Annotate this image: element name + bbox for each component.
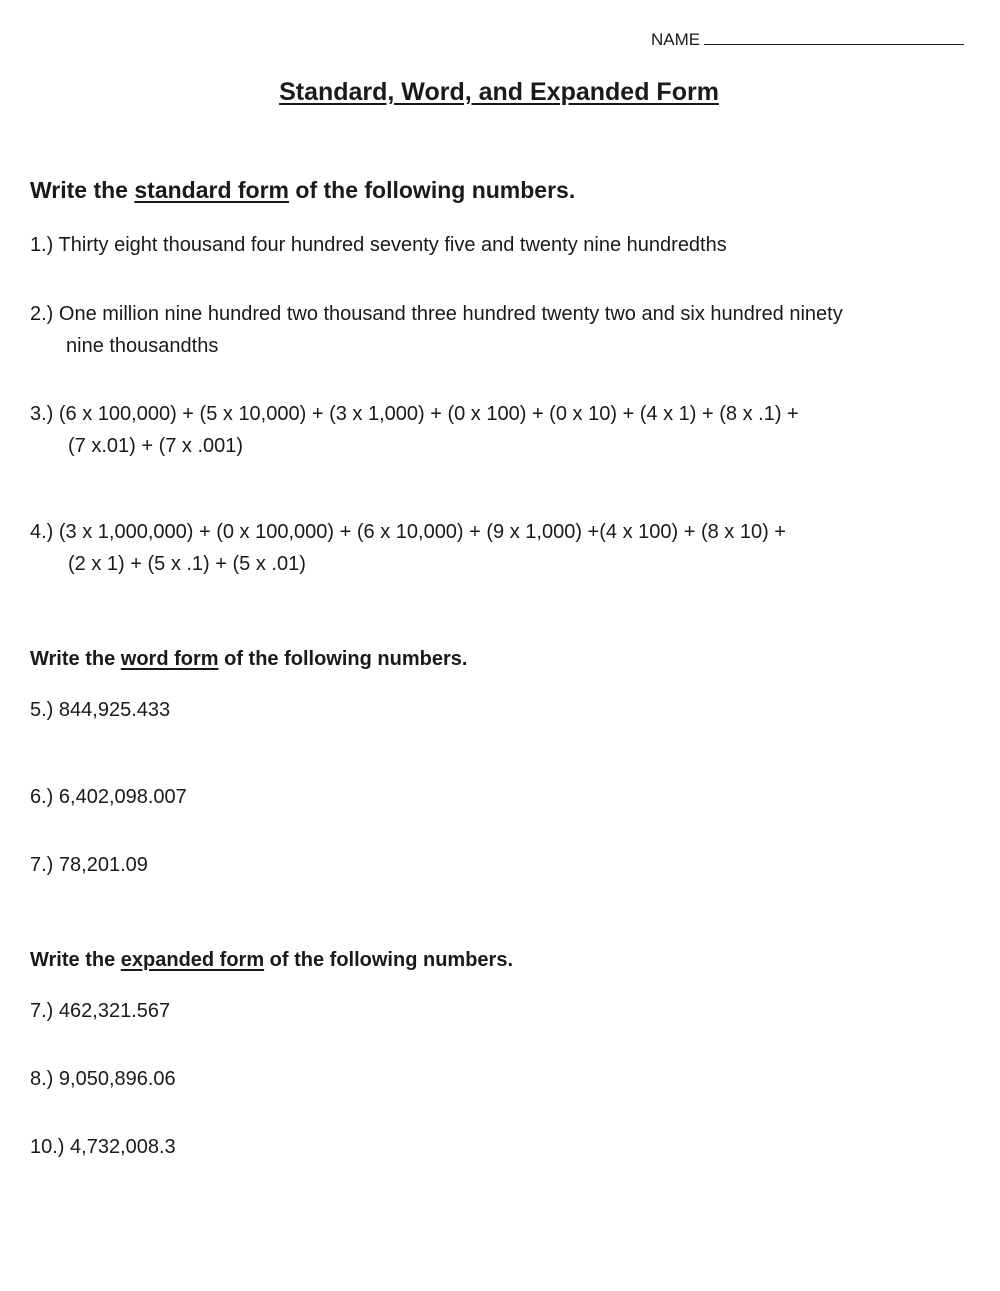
problem-3 bbox=[30, 398, 799, 462]
name-blank-line[interactable] bbox=[704, 29, 964, 45]
heading-keyword: word form bbox=[120, 648, 219, 670]
problem-text: 4.) (3 x 1,000,000) + (0 x 100,000) + (6 x 10,000) + (9 x 1,000) +(4 x 100) + (8 x 10) + bbox=[30, 521, 786, 543]
problem-text: 3.) (6 x 100,000) + (5 x 10,000) + (3 x 1,000) + (0 x 100) + (0 x 10) + (4 x 1) + (8 x .1) + bbox=[30, 403, 799, 425]
problem-10: 10.) 4,732,008.3 bbox=[30, 1136, 176, 1158]
problem-5: 5.) 844,925.433 bbox=[30, 699, 171, 721]
word-form-heading bbox=[30, 648, 467, 671]
standard-form-heading bbox=[30, 177, 575, 204]
problem-6: 6.) 6,402,098.007 bbox=[30, 786, 187, 808]
heading-prefix: Write the bbox=[30, 949, 121, 971]
problem-1 bbox=[30, 229, 727, 261]
name-field bbox=[651, 29, 964, 50]
problem-7: 7.) 78,201.09 bbox=[30, 854, 148, 876]
problem-2 bbox=[30, 298, 843, 362]
heading-suffix: of the following numbers. bbox=[289, 177, 576, 203]
expanded-form-heading bbox=[30, 949, 513, 972]
page-title: Standard, Word, and Expanded Form bbox=[279, 78, 719, 106]
problem-8: 8.) 9,050,896.06 bbox=[30, 1068, 176, 1090]
problem-text-continued: nine thousandths bbox=[66, 335, 219, 357]
problem-text: 1.) Thirty eight thousand four hundred seventy five and twenty nine hundredths bbox=[30, 234, 727, 256]
problem-text-continued: (2 x 1) + (5 x .1) + (5 x .01) bbox=[68, 553, 306, 575]
name-label: NAME bbox=[651, 30, 701, 49]
heading-keyword: standard form bbox=[134, 177, 290, 203]
heading-keyword: expanded form bbox=[120, 949, 265, 971]
heading-suffix: of the following numbers. bbox=[218, 648, 468, 670]
heading-prefix: Write the bbox=[30, 177, 135, 203]
problem-7b: 7.) 462,321.567 bbox=[30, 1000, 171, 1022]
problem-4 bbox=[30, 516, 786, 580]
problem-text: 2.) One million nine hundred two thousand three hundred twenty two and six hundred ninety bbox=[30, 303, 843, 325]
heading-suffix: of the following numbers. bbox=[264, 949, 514, 971]
problem-text-continued: (7 x.01) + (7 x .001) bbox=[68, 435, 244, 457]
heading-prefix: Write the bbox=[30, 648, 121, 670]
